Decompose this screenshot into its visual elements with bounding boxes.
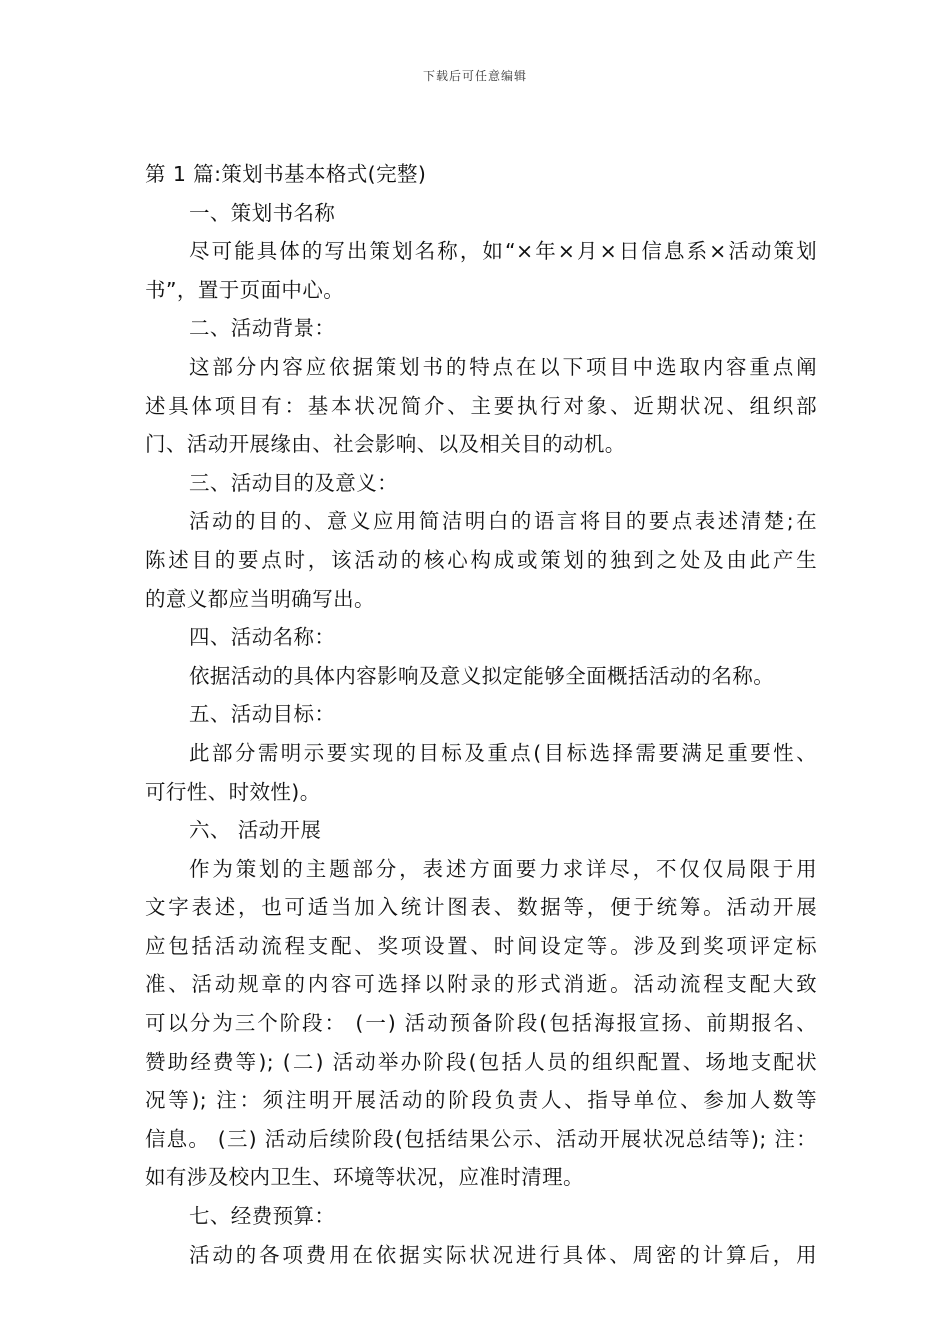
section-heading-goals: 五、活动目标： [189,702,336,727]
paragraph-line: 信息。 (三) 活动后续阶段(包括结果公示、活动开展状况总结等); 注： [145,1126,817,1151]
paragraph-line: 这部分内容应依据策划书的特点在以下项目中选取内容重点阐 [189,354,817,379]
paragraph-line: 文字表述，也可适当加入统计图表、数据等，便于统筹。活动开展 [145,895,817,920]
paragraph-line: 活动的目的、意义应用简洁明白的语言将目的要点表述清楚;在 [189,509,817,534]
paragraph-line: 述具体项目有：基本状况简介、主要执行对象、近期状况、组织部 [145,393,817,418]
paragraph-line: 如有涉及校内卫生、环境等状况，应准时清理。 [145,1165,584,1190]
section-heading-background: 二、活动背景： [189,316,336,341]
section-heading-purpose: 三、活动目的及意义： [189,470,398,495]
paragraph-line: 书”，置于页面中心。 [145,277,345,302]
section-heading-execution: 六、 活动开展 [189,818,322,843]
paragraph-line: 准、活动规章的内容可选择以附录的形式消逝。活动流程支配大致 [145,972,817,997]
paragraph-line: 门、活动开展缘由、社会影响、以及相关目的动机。 [145,432,626,457]
paragraph-line: 尽可能具体的写出策划名称，如“×年×月×日信息系×活动策划 [189,239,817,264]
header-note: 下载后可任意编辑 [422,69,527,83]
paragraph-line: 的意义都应当明确写出。 [145,586,375,611]
paragraph-line: 可行性、时效性)。 [145,779,321,804]
section-heading-budget: 七、经费预算： [189,1204,336,1229]
document-body [145,155,817,1274]
paragraph-line: 此部分需明示要实现的目标及重点(目标选择需要满足重要性、 [189,740,817,765]
paragraph-line: 可以分为三个阶段： (一) 活动预备阶段(包括海报宣扬、前期报名、 [145,1011,817,1036]
paragraph-line: 依据活动的具体内容影响及意义拟定能够全面概括活动的名称。 [189,663,775,688]
document-title: 第 1 篇:策划书基本格式(完整) [145,162,427,186]
paragraph-line: 作为策划的主题部分，表述方面要力求详尽，不仅仅局限于用 [189,856,817,881]
paragraph-line: 况等); 注：须注明开展活动的阶段负责人、指导单位、参加人数等 [145,1088,817,1113]
section-heading-name: 一、策划书名称 [189,200,336,225]
paragraph-line: 活动的各项费用在依据实际状况进行具体、周密的计算后，用 [189,1242,817,1267]
paragraph-line: 应包括活动流程支配、奖项设置、时间设定等。涉及到奖项评定标 [145,933,817,958]
paragraph-line: 赞助经费等); (二) 活动举办阶段(包括人员的组织配置、场地支配状 [145,1049,817,1074]
paragraph-line: 陈述目的要点时，该活动的核心构成或策划的独到之处及由此产生 [145,547,817,572]
section-heading-activity-name: 四、活动名称： [189,625,336,650]
